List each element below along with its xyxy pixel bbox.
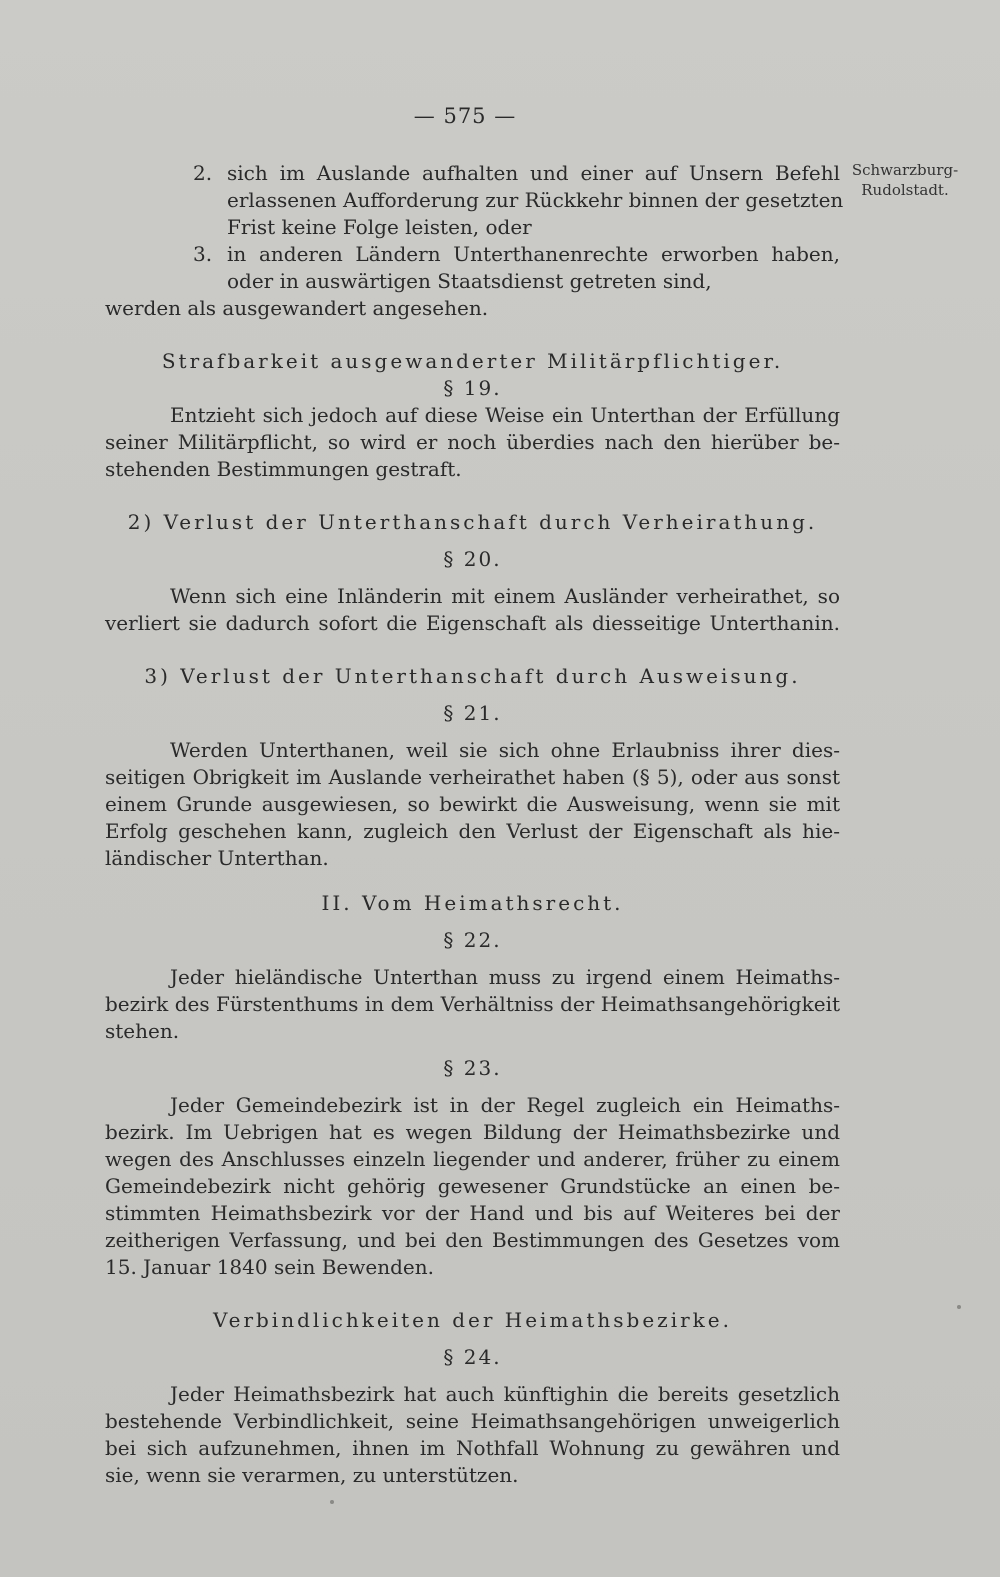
text-line: sie, wenn sie verarmen, zu unterstützen. [105,1463,519,1487]
section-heading: 2) Verlust der Unterthanschaft durch Verheirathung. [127,510,818,534]
text-line: erlassenen Aufforderung zur Rückkehr binnen der gesetzten [227,188,844,212]
paragraph-sign: § 24. [443,1345,502,1369]
section-heading: Verbindlichkeiten der Heimathsbezirke. [213,1308,732,1332]
text-line: sich im Auslande aufhalten und einer auf Unsern Befehl [227,161,840,185]
text-line: bei sich aufzunehmen, ihnen im Nothfall Wohnung zu gewähren und [105,1436,840,1460]
paragraph-sign: § 23. [443,1056,502,1080]
text-line: Werden Unterthanen, weil sie sich ohne Erlaubniss ihrer dies- [170,738,840,762]
text-line: ländischer Unterthan. [105,846,329,870]
text-line: zeitherigen Verfassung, und bei den Bestimmungen des Gesetzes vom [105,1228,840,1252]
text-line: Jeder hieländische Unterthan muss zu irgend einem Heimaths- [170,965,840,989]
paper-speck [330,1500,334,1504]
margin-note-line: Rudolstadt. [861,181,949,199]
main-text [105,160,844,1489]
page-number: — 575 — [413,104,517,128]
text-line: Gemeindebezirk nicht gehörig gewesener Grundstücke an einen be- [105,1174,840,1198]
text-line: in anderen Ländern Unterthanenrechte erworben haben, [227,242,840,266]
text-line: Erfolg geschehen kann, zugleich den Verlust der Eigenschaft als hie- [105,819,840,843]
list-item-2 [105,160,840,187]
text-line: verliert sie dadurch sofort die Eigenschaft als diesseitige Unterthanin. [105,611,840,635]
text-line: Entzieht sich jedoch auf diese Weise ein Unterthan der Erfüllung [170,403,840,427]
text-line: stehenden Bestimmungen gestraft. [105,457,462,481]
list-item-3 [105,241,840,268]
margin-note [845,160,965,200]
paragraph-sign: § 20. [443,547,502,571]
text-line: bezirk. Im Uebrigen hat es wegen Bildung der Heimathsbezirke und [105,1120,840,1144]
text-line: 15. Januar 1840 sein Bewenden. [105,1255,434,1279]
paragraph-sign: § 19. [443,376,502,400]
paragraph-sign: § 22. [443,928,502,952]
section-heading: Strafbarkeit ausgewanderter Militärpflichtiger. [161,349,784,373]
text-line: bestehende Verbindlichkeit, seine Heimathsangehörigen unweigerlich [105,1409,840,1433]
list-item-number: 2. [193,161,213,185]
text-line: werden als ausgewandert angesehen. [105,296,489,320]
list-item-number: 3. [193,242,213,266]
text-line: stehen. [105,1019,180,1043]
text-line: Frist keine Folge leisten, oder [227,215,532,239]
text-line: seitigen Obrigkeit im Auslande verheirathet haben (§ 5), oder aus sonst [105,765,840,789]
paper-speck [957,1305,961,1309]
text-line: wegen des Anschlusses einzeln liegender und anderer, früher zu einem [105,1147,840,1171]
paragraph-sign: § 21. [443,701,502,725]
margin-note-line: Schwarzburg- [851,161,959,179]
text-line: oder in auswärtigen Staatsdienst getreten sind, [227,269,712,293]
text-line: Jeder Gemeindebezirk ist in der Regel zugleich ein Heimaths- [170,1093,840,1117]
section-heading: II. Vom Heimathsrecht. [321,891,624,915]
text-line: Wenn sich eine Inländerin mit einem Ausländer verheirathet, so [170,584,840,608]
text-line: Jeder Heimathsbezirk hat auch künftighin die bereits gesetzlich [170,1382,840,1406]
text-line: bezirk des Fürstenthums in dem Verhältniss der Heimathsangehörigkeit [105,992,840,1016]
text-line: stimmten Heimathsbezirk vor der Hand und bis auf Weiteres bei der [105,1201,840,1225]
text-line: einem Grunde ausgewiesen, so bewirkt die Ausweisung, wenn sie mit [105,792,840,816]
section-heading: 3) Verlust der Unterthanschaft durch Ausweisung. [144,664,801,688]
text-line: seiner Militärpflicht, so wird er noch überdies nach den hierüber be- [105,430,840,454]
